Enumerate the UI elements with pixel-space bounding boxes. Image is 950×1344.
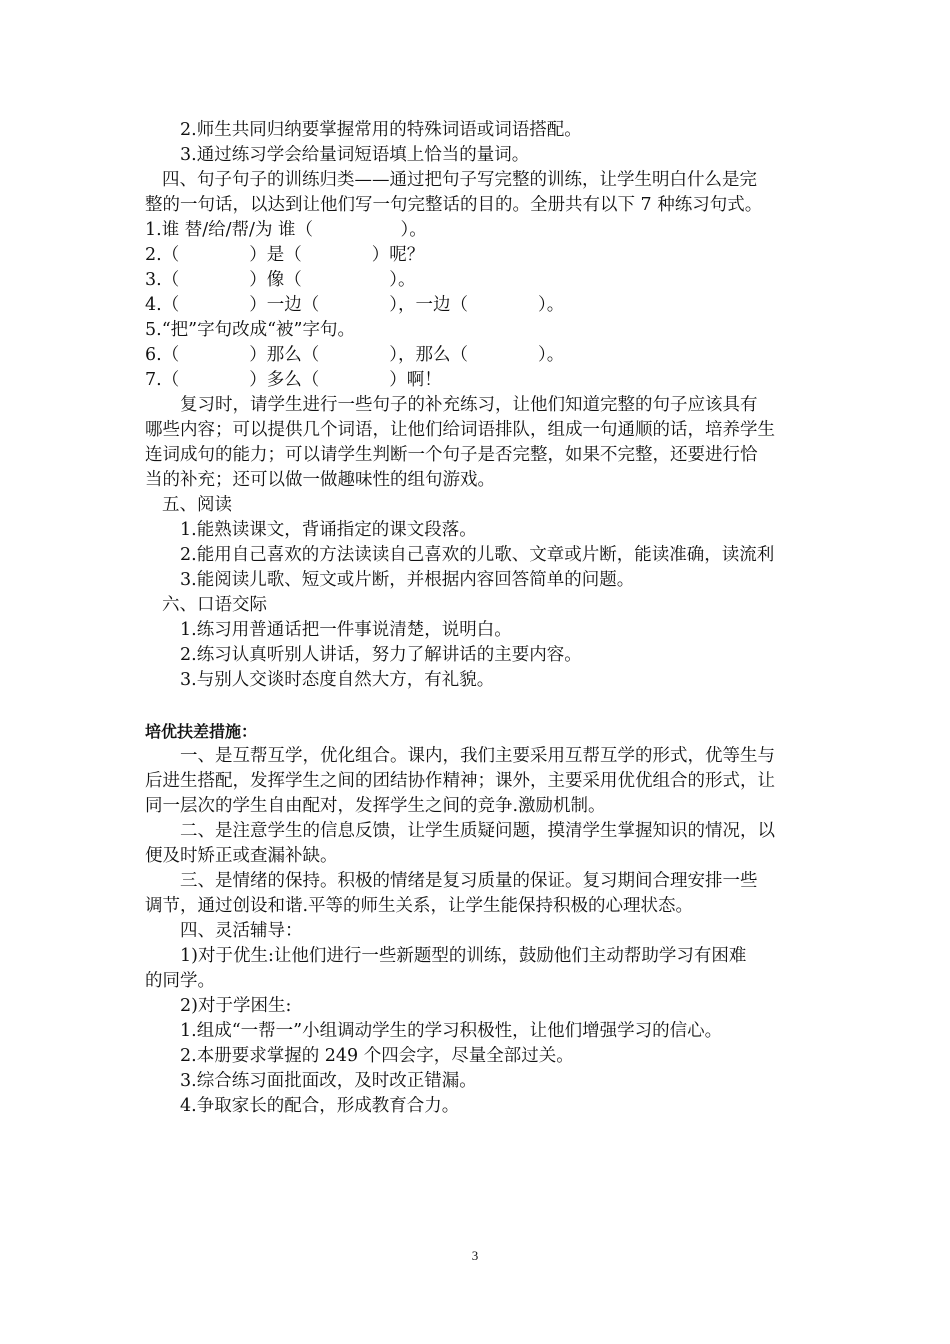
sentence-pattern: 2.（ ）是（ ）呢？	[145, 245, 425, 265]
paragraph-line: 当的补充；还可以做一做趣味性的组句游戏。	[145, 470, 495, 490]
list-item: 2.练习认真听别人讲话，努力了解讲话的主要内容。	[180, 645, 582, 665]
paragraph-line: 调节，通过创设和谐.平等的师生关系，让学生能保持积极的心理状态。	[145, 896, 694, 916]
paragraph-line: 便及时矫正或查漏补缺。	[145, 846, 338, 866]
list-item: 1.练习用普通话把一件事说清楚，说明白。	[180, 620, 512, 640]
sentence-pattern: 4.（ ）一边（ ），一边（ ）。	[145, 295, 565, 315]
section-heading: 五、阅读	[162, 495, 232, 515]
list-item: 2.本册要求掌握的 249 个四会字，尽量全部过关。	[180, 1046, 574, 1066]
paragraph-line: 后进生搭配，发挥学生之间的团结协作精神；课外，主要采用优优组合的形式，让	[145, 771, 775, 791]
section-heading: 四、句子句子的训练归类——通过把句子写完整的训练，让学生明白什么是完	[162, 170, 757, 190]
paragraph-line: 1)对于优生:让他们进行一些新题型的训练，鼓励他们主动帮助学习有困难	[180, 946, 747, 966]
list-item: 1.能熟读课文，背诵指定的课文段落。	[180, 520, 477, 540]
list-item: 3.综合练习面批面改，及时改正错漏。	[180, 1071, 477, 1091]
list-item: 2.能用自己喜欢的方法读读自己喜欢的儿歌、文章或片断，能读准确，读流利	[180, 545, 775, 565]
paragraph-line: 二、是注意学生的信息反馈，让学生质疑问题，摸清学生掌握知识的情况，以	[180, 821, 775, 841]
paragraph-line: 同一层次的学生自由配对，发挥学生之间的竞争.激励机制。	[145, 796, 606, 816]
paragraph-line: 哪些内容；可以提供几个词语，让他们给词语排队，组成一句通顺的话，培养学生	[145, 420, 775, 440]
paragraph-line: 复习时，请学生进行一些句子的补充练习，让他们知道完整的句子应该具有	[180, 395, 758, 415]
section-heading: 六、口语交际	[162, 595, 267, 615]
list-item: 4.争取家长的配合，形成教育合力。	[180, 1096, 460, 1116]
list-item: 1.组成“一帮一”小组调动学生的学习积极性，让他们增强学习的信心。	[180, 1021, 723, 1041]
document-body	[145, 118, 815, 1119]
paragraph-line: 三、是情绪的保持。积极的情绪是复习质量的保证。复习期间合理安排一些	[180, 871, 758, 891]
list-item: 3.与别人交谈时态度自然大方，有礼貌。	[180, 670, 495, 690]
page-number: 3	[471, 1248, 479, 1263]
paragraph-line: 整的一句话，以达到让他们写一句完整话的目的。全册共有以下 7 种练习句式。	[145, 195, 763, 215]
sentence-pattern: 1.谁 替/给/帮/为 谁（ ）。	[145, 220, 427, 240]
sentence-pattern: 6.（ ）那么（ ），那么（ ）。	[145, 345, 565, 365]
measures-heading: 培优扶差措施：	[145, 722, 258, 741]
subsection-heading: 四、灵活辅导：	[180, 921, 303, 941]
paragraph-line: 一、是互帮互学，优化组合。课内，我们主要采用互帮互学的形式，优等生与	[180, 746, 775, 766]
objective-line: 3.通过练习学会给量词短语填上恰当的量词。	[180, 145, 530, 165]
sentence-pattern: 3.（ ）像（ ）。	[145, 270, 416, 290]
sentence-pattern: 5.“把”字句改成“被”字句。	[145, 320, 355, 340]
subsection-heading: 2)对于学困生:	[180, 996, 292, 1016]
list-item: 3.能阅读儿歌、短文或片断，并根据内容回答简单的问题。	[180, 570, 635, 590]
paragraph-line: 连词成句的能力；可以请学生判断一个句子是否完整，如果不完整，还要进行恰	[145, 445, 758, 465]
objective-line: 2.师生共同归纳要掌握常用的特殊词语或词语搭配。	[180, 120, 582, 140]
paragraph-line: 的同学。	[145, 971, 215, 991]
sentence-pattern: 7.（ ）多么（ ）啊！	[145, 370, 442, 390]
spacer	[145, 693, 815, 719]
